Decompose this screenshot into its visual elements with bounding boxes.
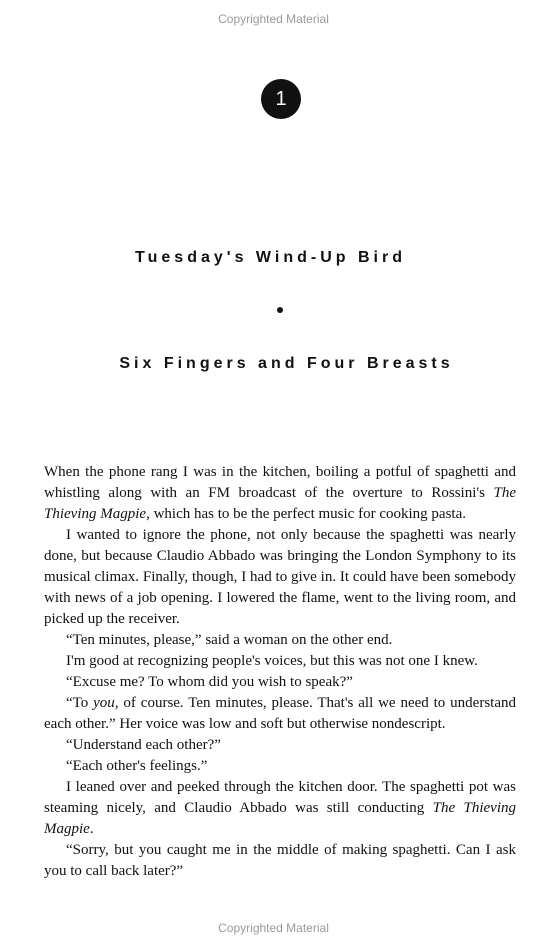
paragraph-text: I wanted to ignore the phone, not only because the spaghetti was nearly done, but because Claudio Abbado was bringing the London Symphony to its musical climax. Finally, though, I had to give in. It could have been somebody with news of a job opening. I lowered the flame, went to the living room, and picked up the receiver. (44, 527, 516, 627)
paragraph-text: “Excuse me? To whom did you wish to speak?” (66, 674, 353, 690)
copyright-watermark-bottom: Copyrighted Material (218, 921, 329, 935)
paragraph-text: “To (66, 695, 94, 711)
paragraph-text: “Each other's feelings.” (66, 758, 208, 774)
paragraph-text: “Sorry, but you caught me in the middle of making spaghetti. Can I ask you to call back later?” (44, 842, 516, 879)
paragraph-text: I'm good at recognizing people's voices, but this was not one I knew. (66, 653, 478, 669)
body-paragraph (44, 672, 516, 693)
paragraph-text: , of course. Ten minutes, please. That's all we need to understand each other.” Her voice was low and soft but otherwise nondescript. (44, 695, 516, 732)
copyright-watermark-top: Copyrighted Material (218, 12, 329, 26)
chapter-title: Tuesday's Wind-Up Bird (135, 249, 406, 266)
paragraph-text: “Ten minutes, please,” said a woman on the other end. (66, 632, 393, 648)
paragraph-text: , which has to be the perfect music for cooking pasta. (146, 506, 466, 522)
body-paragraph (44, 525, 516, 630)
title-separator-bullet (277, 307, 283, 313)
body-paragraph (44, 462, 516, 525)
chapter-subtitle: Six Fingers and Four Breasts (119, 355, 454, 372)
paragraph-text: “Understand each other?” (66, 737, 221, 753)
body-paragraph (44, 735, 516, 756)
italic-title-text: The Thieving Magpie (44, 485, 516, 522)
body-paragraph (44, 630, 516, 651)
body-paragraph (44, 756, 516, 777)
body-paragraph (44, 693, 516, 735)
chapter-body-text (44, 462, 516, 882)
paragraph-text: I leaned over and peeked through the kitchen door. The spaghetti pot was steaming nicely, and Claudio Abbado was still conducting (44, 779, 516, 816)
paragraph-text: When the phone rang I was in the kitchen, boiling a potful of spaghetti and whistling along with an FM broadcast of the overture to Rossini's (44, 464, 516, 501)
paragraph-text: . (89, 821, 94, 837)
italic-title-text: The Thieving Magpie (44, 800, 516, 837)
italic-title-text: you (93, 695, 115, 711)
body-paragraph (44, 777, 516, 840)
body-paragraph (44, 651, 516, 672)
body-paragraph (44, 840, 516, 882)
chapter-number-badge: 1 (261, 79, 301, 119)
